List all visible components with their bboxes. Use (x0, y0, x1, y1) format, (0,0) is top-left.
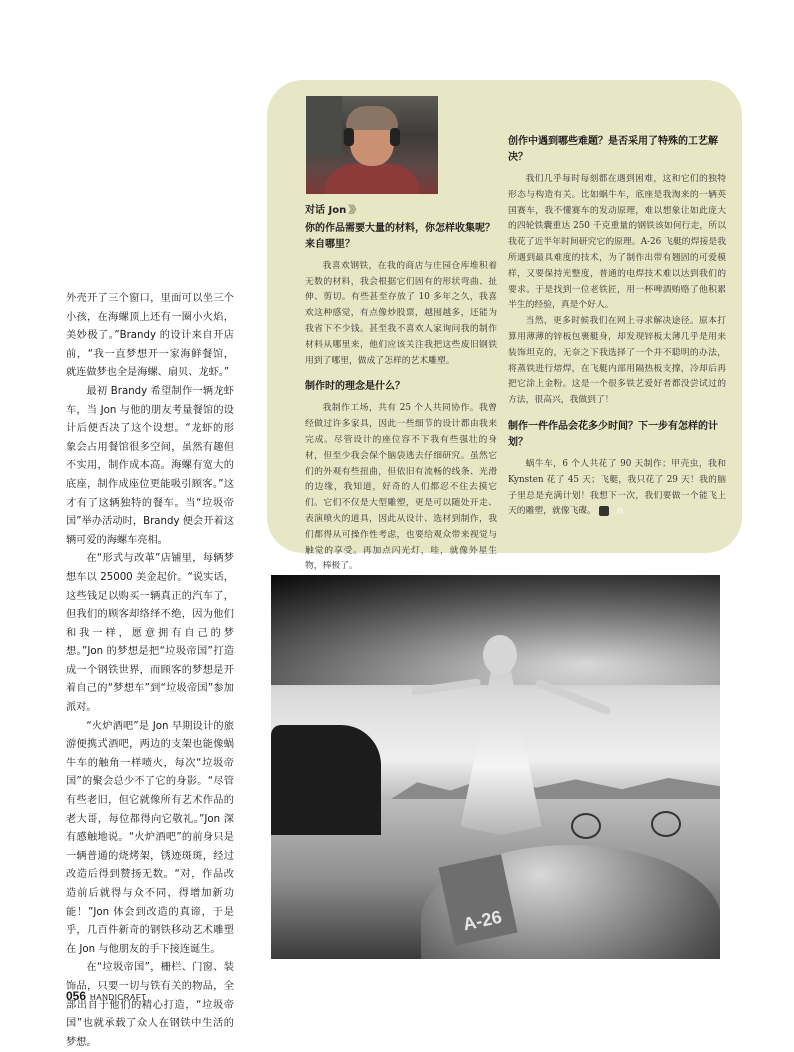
bicycle-icon (651, 811, 681, 837)
answer-2: 我制作工场，共有 25 个人共同协作。我曾经做过许多家具，因此一些细节的设计都由我来完成。尽管设计的座位容不下我有些强壮的身材，但至少我会保个脑袋逃去仔细研究。虽然它们的外观有些扭曲，但依旧有流畅的线条、光滑的边缘，我知道，好奇的人们都忍不住去摸它们。它们不仅是大型雕塑，更是可以随处开走、表演喷火的道具，因此从设计、选材到制作，我们都得从可操作性考虑，也要给观众带来视觉与触觉的享受。再加点闪光灯，哇，就像外星生物，棒极了。 (305, 403, 497, 572)
workshop-shelf (306, 96, 342, 156)
answer-4 (508, 457, 726, 520)
end-mark-icon: 尚 (599, 506, 609, 516)
answer-1: 我喜欢钢铁，在我的商店与庄园仓库堆积着无数的材料，我会根据它们固有的形状弯曲、扯伸、剪切。有些甚至存放了 10 多年之久，我喜欢这种感觉，有点像炒股票，越囤越多，还能为我省下不少钱。甚至我不喜欢人家询问我的制作材料从哪里来，他们应该关注我把这些废旧钢铁用到了哪里，做成了怎样的艺术雕塑。 (305, 260, 497, 366)
interview-column-1 (305, 203, 497, 575)
page-footer (66, 987, 147, 1005)
red-shirt (324, 164, 420, 194)
answer-4-text: 蜗牛车，6 个人共花了 90 天制作；甲壳虫，我和 Kynsten 花了 45 天；飞艇，我只花了 29 天！我的脑子里总是充满计划！我想下一次，我们要做一个能飞上天的雕塑，就像飞碟。 (508, 458, 726, 517)
left-paragraph-1: 外壳开了三个窗口，里面可以坐三个小孩，在海螺顶上还有一圈小火焰，美妙极了。”Brandy 的设计来自开店前，“我一直梦想开一家海鲜餐馆，就连做梦也全是海螺、扇贝、龙虾。” (66, 293, 234, 379)
column-2-continuation-space (508, 96, 726, 124)
page-number: 056 (66, 989, 87, 1003)
left-column-text (66, 290, 234, 1052)
question-3: 创作中遇到哪些难题？是否采用了特殊的工艺解决？ (508, 136, 718, 163)
headphone-left (344, 128, 354, 146)
question-2: 制作时的理念是什么？ (305, 381, 405, 393)
left-paragraph-3: 在“形式与改革”店铺里，每辆梦想车以 25000 美金起价。“说实话，这些钱足以购买一辆真正的汽车了，但我们的顾客却络绎不绝，因为他们和我一样，愿意拥有自己的梦想。”Jon 的梦想是把“垃圾帝国”打造成一个钢铁世界，而顾客的梦想是开着自己的“梦想车”到“垃圾帝国”参加派对。 (66, 553, 234, 714)
question-4: 制作一件作品会花多少时间？下一步有怎样的计划？ (508, 420, 718, 448)
answer-3-part-2: 当然，更多时候我们在网上寻求解决途径。原本打算用薄薄的锌板包裹艇身，却发现锌板太薄几乎是用来装饰坦克的，无奈之下我选择了一个并不聪明的办法，将蒸铁进行熔焊，在飞艇内部用隔热板支撑，冷却后再把它涂上金粉。这是一个很多铁艺爱好者都没尝试过的方法，很高兴，我做到了！ (508, 316, 726, 406)
girl-on-sculpture-photo (271, 575, 720, 959)
mountains (391, 771, 720, 799)
girl-dress (456, 665, 546, 835)
left-paragraph-4: “火炉酒吧”是 Jon 早期设计的旅游便携式酒吧，两边的支架也能像蜗牛车的触角一样喷火，每次“垃圾帝国”的聚会总少不了它的身影。“尽管有些老旧，但它就像所有艺术作品的老大哥，每位都得向它敬礼。”Jon 深有感触地说。“火炉酒吧”的前身只是一辆普通的烧烤架，锈迹斑斑，经过改造后得到赞扬无数。“对，作品改造前后就得与众不同，得增加新功能！”Jon 体会到改造的真谛，于是乎，几百件新奇的钢铁移动艺术雕塑在 Jon 与他朋友的手下接连诞生。 (66, 720, 234, 955)
bicycle-icon (571, 813, 601, 839)
jon-portrait-photo (306, 96, 438, 194)
answer-3-part-1: 我们几乎每时每刻都在遇到困难，这和它们的独特形态与构造有关。比如蜗牛车，底座是我淘来的一辆英国赛车，我不懂赛车的发动原理，难以想象让如此庞大的四轮铁囊重达 250 千克重量的钢铁该如何行走，所以我花了近半年时间研究它的原理。A-26 飞艇的焊接是我所遇到最具难度的技术，为了制作出带有翘固的可爱模样，又要保持光整度，普通的电焊技术难以达到我们的要求。于是找到一位老铁匠，用一杯啤酒贿赂了他积累半生的经验，真是个好人。 (508, 174, 726, 311)
cap (346, 106, 398, 130)
left-paragraph-2: 最初 Brandy 希望制作一辆龙虾车，当 Jon 与他的朋友考量餐馆的设计后便否决了这个设想。“龙虾的形象会占用餐馆很多空间，虽然有趣但不实用，制作成本高。海螺有宽大的底座，制作成座位更能吸引顾客。”这才有了这辆独特的餐车。当“垃圾帝国”举办活动时，Brandy 便会开着这辆可爱的海螺车亮相。 (66, 385, 234, 546)
art-vehicle-silhouette (271, 725, 381, 835)
headphone-right (390, 128, 400, 146)
girl-head (483, 635, 517, 675)
question-1: 你的作品需要大量的材料，你怎样收集呢？来自哪里？ (305, 222, 495, 250)
a26-plate: A-26 (438, 854, 517, 946)
left-paragraph-5: 在“垃圾帝国”，栅栏、门窗、装饰品，只要一切与铁有关的物品，全部出自于他们的精心打造，“垃圾帝国”也就承载了众人在钢铁中生活的梦想。 (66, 962, 234, 1048)
magazine-name: HANDICRAFT (90, 993, 147, 1002)
interview-label-text: 对话 Jon (305, 205, 347, 216)
interview-column-2 (508, 96, 726, 520)
chevron-icon: 》》 (348, 205, 360, 216)
interview-label (305, 203, 497, 219)
